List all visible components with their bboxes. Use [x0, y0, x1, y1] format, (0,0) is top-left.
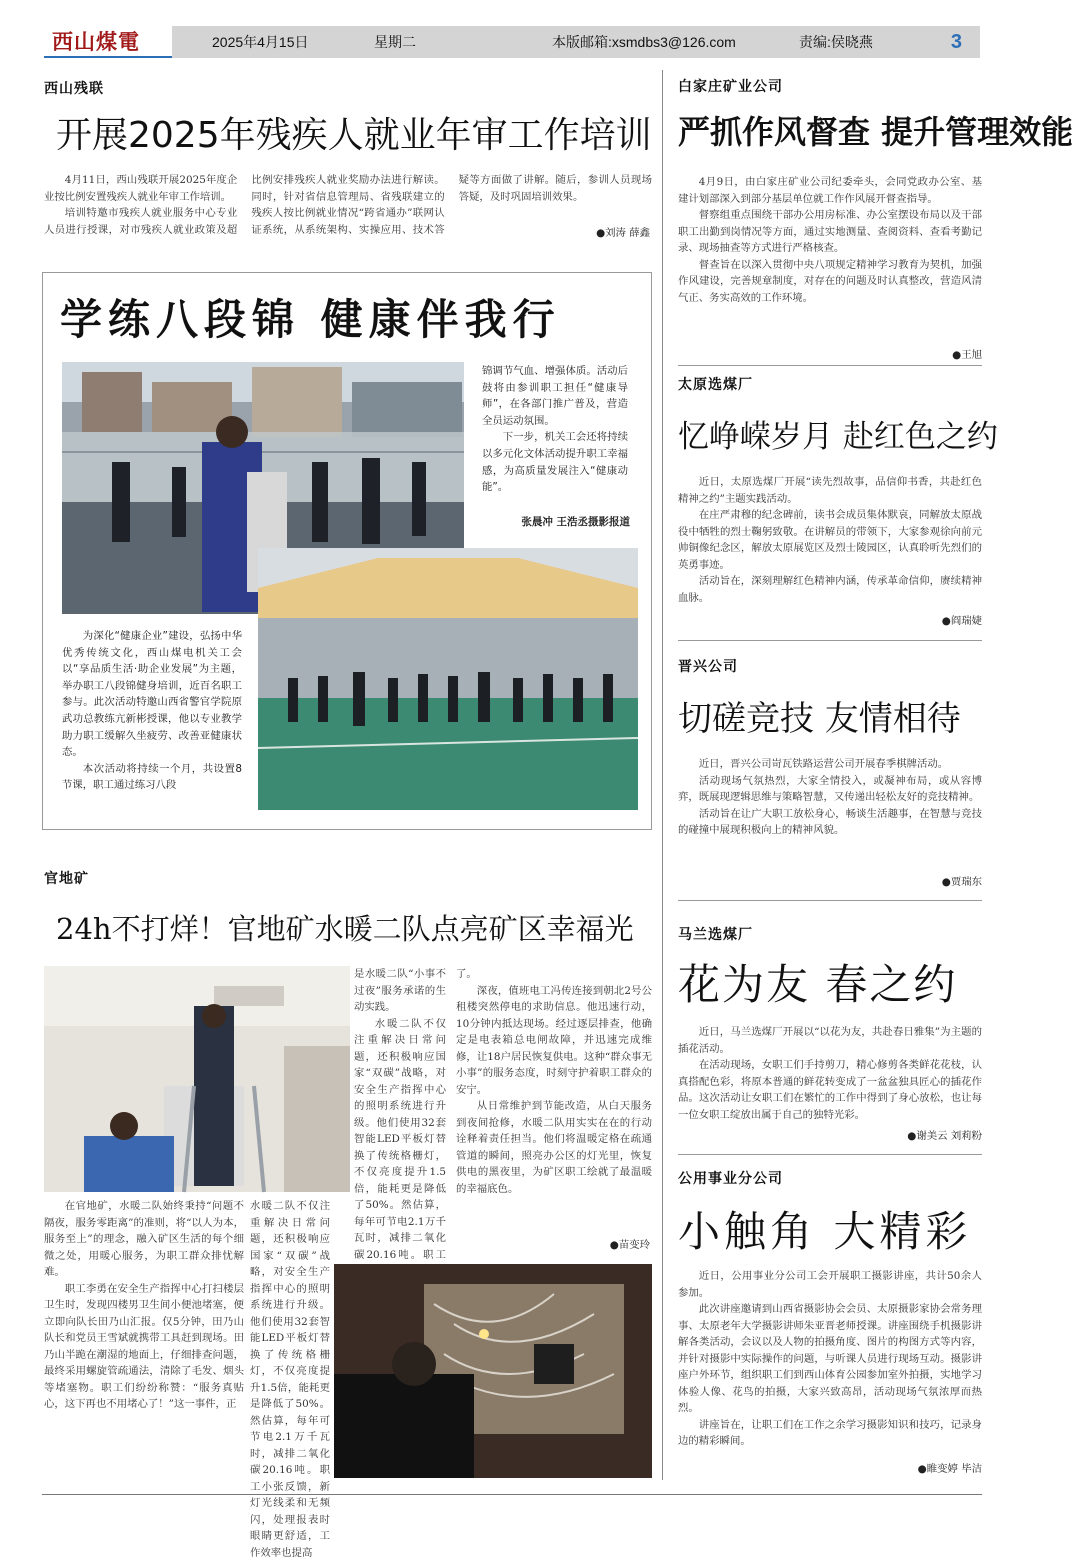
newspaper-logo: 西山煤電 [44, 26, 172, 58]
article-title: 忆峥嵘岁月 赴红色之约 [678, 419, 998, 455]
page-editor: 责编:侯晓燕 [799, 34, 873, 50]
paragraph: 下一步，机关工会还将持续以多元化文体活动提升职工幸福感，为高质量发展注入“健康动能”。 [482, 431, 628, 494]
byline: ●阎瑞婕 [941, 615, 982, 627]
issue-weekday: 星期二 [374, 34, 416, 50]
page-bottom-rule [42, 1494, 982, 1495]
paragraph: 4月11日，西山残联开展2025年度企业按比例安置残疾人就业年审工作培训。 [44, 174, 238, 203]
section-label: 太原选煤厂 [678, 376, 753, 392]
divider [678, 640, 982, 641]
article-title: 严抓作风督查 提升管理效能 [678, 113, 1073, 151]
photo-baduanjin-gym [258, 548, 638, 810]
paragraph: 近日，马兰选煤厂开展以“以花为友，共赴春日雅集”为主题的插花活动。 [678, 1026, 982, 1055]
paragraph: 活动旨在，深刻理解红色精神内涵，传承革命信仰，赓续精神血脉。 [678, 575, 982, 604]
byline: ●贾瑞东 [941, 876, 982, 888]
byline: ●谢美云 刘莉粉 [907, 1130, 982, 1142]
byline: ●王旭 [952, 349, 982, 361]
paragraph: 为深化“健康企业”建设，弘扬中华优秀传统文化，西山煤电机关工会以“享品质生活·助企业发展”为主题，举办职工八段锦健身培训，近百名职工参与。此次活动特邀山西省警官学院原武功总教练亢新彬授课，他以专业教学助力职工缓解久坐疲劳、改善亚健康状态。 [62, 630, 242, 759]
divider [678, 900, 982, 901]
article-body [678, 1268, 982, 1464]
section-label: 白家庄矿业公司 [678, 78, 783, 94]
article-body [678, 174, 982, 346]
issue-date: 2025年4月15日 [212, 34, 309, 50]
paragraph: 职工李勇在安全生产指挥中心打扫楼层卫生时，发现四楼男卫生间小便池堵塞，便立即向队长田乃山汇报。仅5分钟，田乃山队长和党员王雪斌就携带工具赶到现场。田乃山半跪在潮湿的地面上，仔细排查问题，最终采用螺旋管疏通法，清除了毛发、烟头等堵塞物。职工们纷纷称赞：“服务真贴心，这下再也不用堵心了！”这一事件，正 [44, 1282, 244, 1410]
page-number: 3 [950, 31, 962, 53]
paragraph: 讲座旨在，让职工们在工作之余学习摄影知识和技巧，记录身边的精彩瞬间。 [678, 1418, 982, 1447]
paragraph: 水暖二队不仅注重解决日常问题，还积极响应国家“双碳”战略，对安全生产指挥中心的照明系统进行升级。他们使用32套智能LED平板灯替换了传统格栅灯，不仅亮度提升1.5倍，能耗更是降低了50%。然估算，每年可节电2.1万千瓦时，减排二氧化碳20.16吨。职工 [354, 1017, 446, 1261]
article-title: 24h不打烊！官地矿水暖二队点亮矿区幸福光 [56, 912, 634, 946]
photo-ceiling-repair [44, 966, 350, 1192]
section-label: 公用事业分公司 [678, 1170, 783, 1186]
paragraph: 近日，公用事业分公司工会开展职工摄影讲座，共计50余人参加。 [678, 1270, 982, 1299]
paragraph: 在庄严肃穆的纪念碑前，读书会成员集体默哀，同解放太原战役中牺牲的烈士鞠躬致敬。在讲解员的带领下，大家参观徐向前元帅铜像纪念区，解放太原展览区及烈士陵园区，认真聆听先烈们的英勇事迹。 [678, 509, 982, 571]
byline: ●睢变婷 毕洁 [917, 1463, 982, 1475]
paragraph: 水暖二队不仅注重解决日常问题，还积极响应国家“双碳”战略，对安全生产指挥中心的照明系统进行升级。他们使用32套智能LED平板灯替换了传统格栅灯，不仅亮度提升1.5倍，能耗更是降低了50%。然估算，每年可节电2.1万千瓦时，减排二氧化碳20.16吨。职工小张反馈，新灯光线柔和无频闪，处理报表时眼睛更舒适，工作效率也提高 [250, 1200, 330, 1559]
paragraph: 是水暖二队“小事不过夜”服务承诺的生动实践。 [354, 968, 446, 1013]
paragraph: 了。 [456, 968, 477, 980]
paragraph: 督查旨在以深入贯彻中央八项规定精神学习教育为契机，加强作风建设，完善规章制度，对存在的问题及时认真整改，营造风清气正、务实高效的工作环境。 [678, 258, 982, 304]
header-bar [172, 26, 980, 58]
article-title: 开展2025年残疾人就业年审工作培训 [56, 115, 652, 156]
section-label: 官地矿 [44, 870, 89, 886]
feature-right-text [482, 363, 628, 511]
paragraph: 从日常维护到节能改造，从白天服务到夜间抢修，水暖二队用实实在在的行动诠释着责任担当。他们将温暖定格在疏通管道的瞬间，照亮办公区的灯光里，恢复供电的黑夜里，为矿区职工绘就了最温暖的幸福底色。 [456, 1100, 652, 1195]
photo-credit: 张晨冲 王浩丞摄影报道 [521, 516, 630, 528]
paragraph: 在官地矿，水暖二队始终秉持“问题不隔夜，服务零距离”的准则，将“以人为本，服务至上”的理念，融入矿区生活的每个细微之处，用暖心服务，为职工群众排忧解难。 [44, 1200, 244, 1278]
feature-title: 学练八段锦 健康伴我行 [60, 295, 561, 344]
paragraph: 近日，太原选煤厂开展“读先烈故事，品信仰书香，共赴红色精神之约”主题实践活动。 [678, 476, 982, 505]
photo-electric-repair [334, 1264, 652, 1478]
paragraph: 近日，晋兴公司岢瓦铁路运营公司开展春季棋牌活动。 [698, 758, 949, 770]
paragraph: 活动旨在让广大职工放松身心，畅谈生活趣事，在智慧与竞技的碰撞中展现积极向上的精神风貌。 [678, 807, 982, 836]
article-title: 花为友 春之约 [678, 960, 958, 1009]
paragraph: 本次活动将持续一个月，共设置8节课，职工通过练习八段 [62, 762, 242, 792]
paragraph: 督察组重点围绕干部办公用房标准、办公室摆设布局以及干部职工出勤到岗情况等方面，通过实地测量、查阅资料、查看考勤记录、现场抽查等方式进行严格核查。 [678, 209, 982, 254]
article-col-left [44, 1198, 244, 1478]
byline: ●刘涛 薛鑫 [596, 227, 650, 239]
article-col-narrow [354, 966, 446, 1261]
article-title: 切磋竞技 友情相待 [678, 699, 961, 739]
feature-left-text [62, 628, 242, 818]
paragraph: 活动现场气氛热烈，大家全情投入，或凝神布局，或从容博弈，既展现逻辑思维与策略智慧，又传递出轻松友好的竞技精神。 [678, 774, 982, 803]
section-label: 西山残联 [44, 80, 104, 96]
article-body [678, 474, 982, 624]
section-label: 晋兴公司 [678, 658, 738, 674]
paragraph: 培训特邀市残疾人就业服务中心专业人员进行授课，对市残疾人就业政策及超比例安排残疾人就业奖励办法进行解读。同时，针对省信息管理局、省残联建立的残疾人按比例就业情况“跨省通办”联网认证系统，从系统架构、实操应用、技术答疑等方面做了讲解。随后，参训人员现场答疑，及时巩固培训效果。 [44, 174, 652, 236]
article-col-right [456, 966, 652, 1228]
article-col-mid [250, 1198, 330, 1559]
masthead [44, 26, 980, 58]
contact-email: 本版邮箱:xsmdbs3@126.com [552, 34, 736, 50]
divider [678, 1154, 982, 1155]
byline: ●苗变玲 [609, 1239, 650, 1251]
paragraph: 4月9日，由白家庄矿业公司纪委牵头，会同党政办公室、基建计划部深入到部分基层单位就工作作风展开督查指导。 [678, 176, 982, 205]
divider [678, 365, 982, 366]
paragraph: 锦调节气血、增强体质。活动后鼓将由参训职工担任“健康导师”，在各部门推广普及，营造全员运动氛围。 [482, 365, 628, 427]
article-title: 小触角 大精彩 [678, 1207, 972, 1256]
paragraph: 深夜，值班电工冯传连接到朝北2号公租楼突然停电的求助信息。他迅速行动，10分钟内抵达现场。经过逐层排查，他确定是电表箱总电闸故障，并迅速完成维修，让18户居民恢复供电。这种“群众事无小事”的服务态度，时刻守护着职工群众的安宁。 [456, 984, 652, 1096]
section-label: 马兰选煤厂 [678, 926, 753, 942]
article-body [678, 756, 982, 874]
paragraph: 此次讲座邀请到山西省摄影协会会员、太原摄影家协会常务理事、太原老年大学摄影讲师朱亚晋老师授课。讲座围绕手机摄影讲解各类活动，会议以及人物的拍摄角度、图片的构图方式等内容，并针对摄影中实际操作的问题，与听课人员进行现场互动。摄影讲座户外环节，组织职工们到西山体育公园参加室外拍摄，实地学习体验人像、花鸟的拍摄，大家兴致高昂，活动现场气氛浓厚而热烈。 [678, 1303, 982, 1414]
paragraph: 在活动现场，女职工们手持剪刀，精心修剪各类鲜花花枝，认真搭配色彩，将原本普通的鲜花转变成了一盆盆独具匠心的插花作品。这次活动让女职工们在繁忙的工作中得到了身心放松，也让每一位女职工绽放出属于自己的独特光彩。 [678, 1059, 982, 1121]
column-divider [662, 70, 663, 1480]
logo-underline [44, 56, 172, 58]
